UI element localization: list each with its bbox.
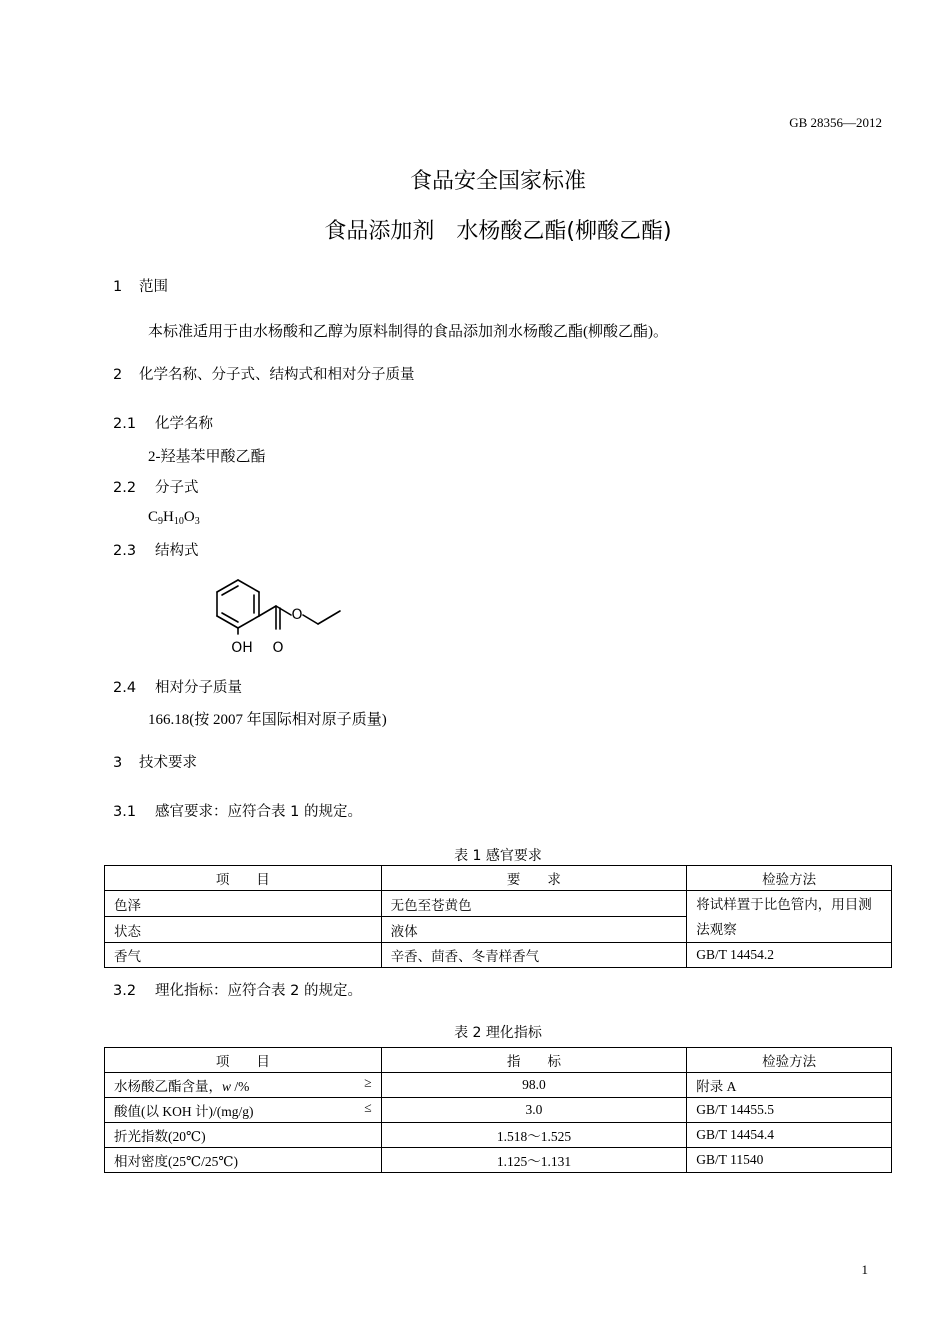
section-3-1-heading: [113, 800, 362, 821]
section-title: 化学名称、分子式、结构式和相对分子质量: [139, 367, 415, 383]
table-cell-method: GB/T 14455.5: [687, 1098, 892, 1123]
table-header-row: [105, 866, 892, 891]
table-cell-item: 折光指数(20℃): [105, 1123, 382, 1148]
section-title: 范围: [139, 279, 168, 295]
section-2-2-heading: [113, 476, 199, 497]
table-header-cell: 指 标: [381, 1048, 687, 1073]
table-cell-item: 状态: [105, 917, 382, 943]
section-number: 1: [113, 279, 123, 295]
table-cell-method: GB/T 14454.2: [687, 943, 892, 968]
table-cell-method-merged: 将试样置于比色管内，用目测 法观察: [687, 891, 892, 943]
physicochemical-indicators-table: [104, 1047, 892, 1173]
table-cell-requirement: 无色至苍黄色: [381, 891, 687, 917]
table-cell-item: 酸值(以 KOH 计)/(mg/g) ≤: [105, 1098, 382, 1123]
table-row: [105, 891, 892, 917]
section-2-1-heading: [113, 412, 213, 433]
table-header-cell: 要 求: [381, 866, 687, 891]
section-1-heading: [113, 275, 168, 296]
page-title: 食品安全国家标准: [409, 169, 586, 194]
chemical-name: 2-羟基苯甲酸乙酯: [148, 449, 266, 465]
table-cell-value: 1.125～1.131: [381, 1148, 687, 1173]
molecular-mass: 166.18(按 2007 年国际相对原子质量): [148, 712, 387, 728]
section-2-3-heading: [113, 539, 199, 560]
table-cell-method: 附录 A: [687, 1073, 892, 1098]
section-number: 3.1: [113, 804, 137, 820]
table-1-caption: 表 1 感官要求: [454, 848, 542, 864]
comparison-operator: ≥: [364, 1075, 372, 1090]
ester-oxygen-label: O: [291, 607, 303, 623]
table-cell-method: GB/T 11540: [687, 1148, 892, 1173]
table-row: [105, 1148, 892, 1173]
standard-code: GB 28356—2012: [789, 115, 882, 130]
section-number: 2: [113, 367, 123, 383]
section-title: 结构式: [155, 543, 199, 559]
table-cell-item: 香气: [105, 943, 382, 968]
table-header-cell: 检验方法: [687, 866, 892, 891]
section-3-heading: [113, 751, 197, 772]
section-title: 相对分子质量: [155, 680, 242, 696]
structural-formula: [200, 565, 360, 660]
section-number: 3: [113, 755, 123, 771]
section-1-text: 本标准适用于由水杨酸和乙醇为原料制得的食品添加剂水杨酸乙酯(柳酸乙酯)。: [148, 324, 668, 340]
table-row: [105, 1098, 892, 1123]
page-subtitle: 食品添加剂 水杨酸乙酯(柳酸乙酯): [324, 219, 672, 244]
section-title: 感官要求：应符合表 1 的规定。: [155, 804, 362, 820]
table-cell-requirement: 辛香、茴香、冬青样香气: [381, 943, 687, 968]
section-2-4-heading: [113, 676, 242, 697]
table-header-cell: 项 目: [105, 1048, 382, 1073]
table-cell-requirement: 液体: [381, 917, 687, 943]
table-header-cell: 检验方法: [687, 1048, 892, 1073]
table-cell-item: 水杨酸乙酯含量，w /% ≥: [105, 1073, 382, 1098]
table-row: [105, 1073, 892, 1098]
page-number: 1: [861, 1262, 868, 1277]
section-title: 分子式: [155, 480, 199, 496]
section-number: 2.4: [113, 680, 137, 696]
sensory-requirements-table: [104, 865, 892, 968]
table-cell-value: 3.0: [381, 1098, 687, 1123]
section-number: 2.2: [113, 480, 137, 496]
table-header-row: [105, 1048, 892, 1073]
section-number: 3.2: [113, 983, 137, 999]
table-cell-value: 98.0: [381, 1073, 687, 1098]
table-cell-value: 1.518～1.525: [381, 1123, 687, 1148]
section-number: 2.1: [113, 416, 137, 432]
table-header-cell: 项 目: [105, 866, 382, 891]
table-row: [105, 1123, 892, 1148]
section-title: 技术要求: [139, 755, 197, 771]
hydroxyl-label: OH: [231, 640, 253, 656]
table-2-caption: 表 2 理化指标: [454, 1025, 542, 1041]
section-title: 理化指标：应符合表 2 的规定。: [155, 983, 362, 999]
table-cell-method: GB/T 14454.4: [687, 1123, 892, 1148]
section-2-heading: [113, 363, 415, 384]
section-title: 化学名称: [155, 416, 213, 432]
section-number: 2.3: [113, 543, 137, 559]
carbonyl-oxygen-label: O: [272, 640, 284, 656]
comparison-operator: ≤: [364, 1100, 372, 1115]
table-cell-item: 色泽: [105, 891, 382, 917]
molecular-formula: $C_9H_{10}O_3$: [148, 509, 200, 527]
table-row: [105, 943, 892, 968]
table-cell-item: 相对密度(25℃/25℃): [105, 1148, 382, 1173]
section-3-2-heading: [113, 979, 362, 1000]
